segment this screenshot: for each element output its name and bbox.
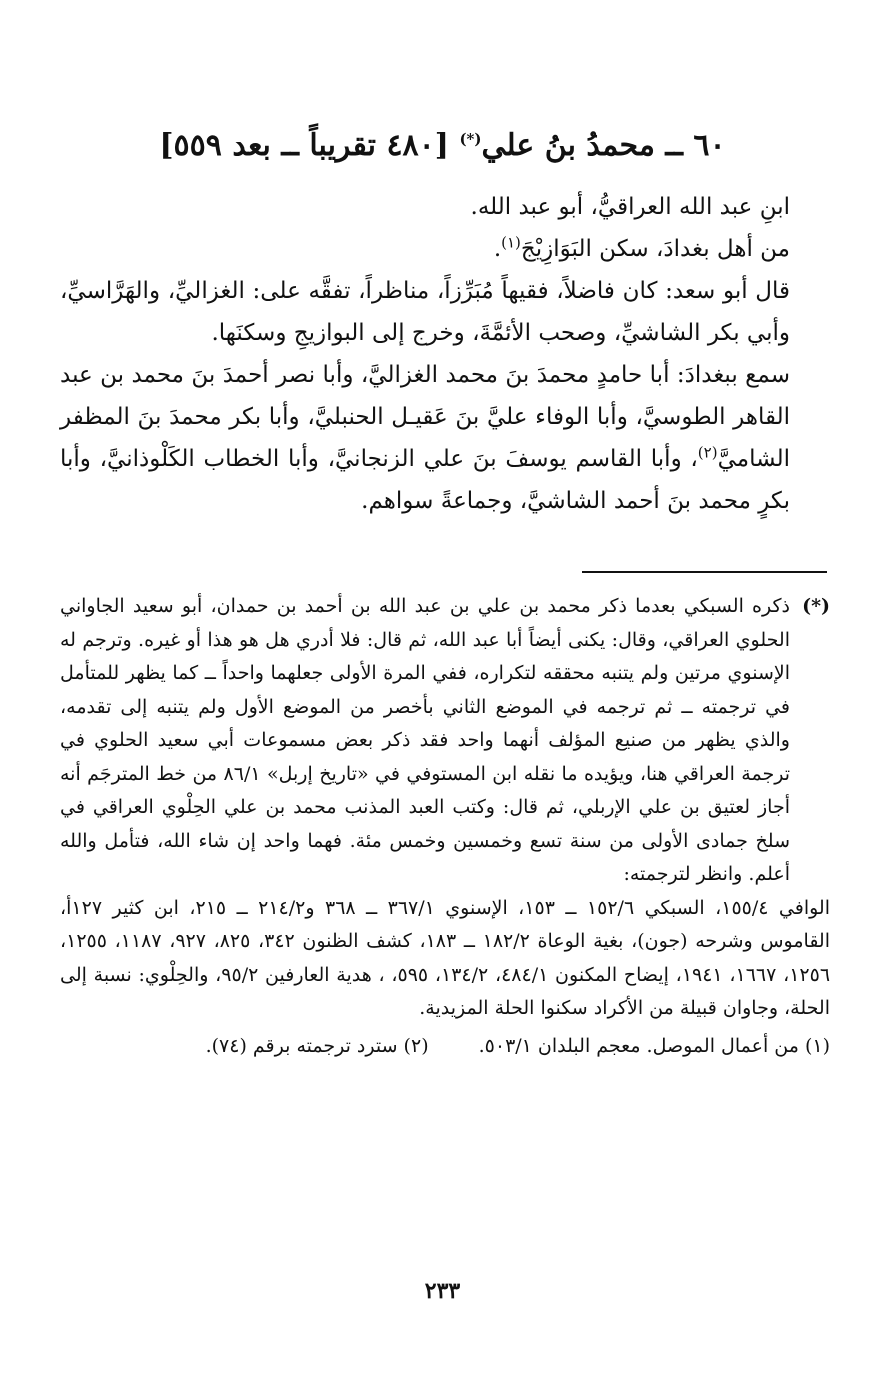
footnote-separator <box>582 571 827 573</box>
heading-footnote-mark: (*) <box>459 130 482 148</box>
footnote-star-mark: (*) <box>802 595 830 617</box>
residence-text: من أهل بغدادَ، سكن البَوَازِيْجَ <box>520 236 790 262</box>
residence-line <box>60 228 830 270</box>
footnote-ref-1: (١) <box>501 233 521 252</box>
footnote-star-body <box>60 590 790 892</box>
teachers-text-b: ، وأبا القاسم يوسفَ بنَ علي الزنجانيَّ، وأبا الخطاب الكَلْوذانيَّ، وأبا بكرٍ محمد بنَ أحمد الشاشيَّ، وجماعةً سواهم. <box>60 446 790 514</box>
teachers-text-a: سمع ببغدادَ: أبا حامدٍ محمدَ بنَ محمد الغزاليَّ، وأبا نصر أحمدَ بنَ محمد بن عبد القاهر الطوسيَّ، وأبا الوفاء عليَّ بنَ عَقيـل الحنبليَّ، وأبا بكر محمدَ بنَ المظفر الشاميَّ <box>60 362 790 472</box>
residence-end: . <box>493 236 502 262</box>
lineage-line: ابنِ عبد الله العراقيُّ، أبو عبد الله. <box>470 194 790 220</box>
footnote-1: (١) من أعمال الموصل. معجم البلدان ٥٠٣/١. <box>478 1034 830 1057</box>
entry-heading <box>60 126 825 166</box>
entry-dates: [٤٨٠ تقريباً ــ بعد ٥٥٩] <box>159 128 449 163</box>
page-number: ٢٣٣ <box>424 1278 461 1304</box>
footnote-star-text: ذكره السبكي بعدما ذكر محمد بن علي بن عبد الله بن أحمد بن حمدان، أبو سعيد الجاواني الحلوي العراقي، وقال: يكنى أيضاً أبا عبد الله، ثم قال: فلا أدري هل هو هذا أو غيره. وترجم له الإسنوي مرتين ولم يتنبه محققه لتكراره، ففي المرة الأولى جعلهما واحداً ــ كما يظهر للمتأمل في ترجمته ــ ثم ترجمه في الموضع الثاني بأخصر من الموضع الأول ولم يتنبه إلى تقدمه، والذي يظهر من صنيع المؤلف أنهما واحد فقد ذكر بعض مسموعات أبي سعيد الحلوي في ترجمة العراقي هنا، ويؤيده ما نقله ابن المستوفي في «تاريخ إربل» ٨٦/١ من خط المترجَم أنه أجاز لعتيق بن علي الإربلي، ثم قال: وكتب العبد المذنب محمد بن علي الحِلْوي العراقي في سلخ جمادى الأولى من سنة تسع وخمسين وخمس مئة. فهما واحد إن شاء الله، فتأمل والله أعلم. وانظر لترجمته: <box>60 595 790 885</box>
short-footnotes <box>60 1030 830 1064</box>
entry-name: محمدُ بنُ علي <box>481 128 655 163</box>
footnote-star <box>60 590 830 892</box>
entry-number: ٦٠ ــ <box>665 128 726 163</box>
teachers-paragraph <box>60 354 830 522</box>
footnote-2: (٢) سترد ترجمته برقم (٧٤). <box>205 1034 429 1057</box>
biography-paragraph: قال أبو سعد: كان فاضلاً، فقيهاً مُبَرِّزاً، مناظراً، تفقَّه على: الغزاليِّ، والهَرَّاسيِّ، وأبي بكر الشاشيِّ، وصحب الأئمَّةَ، وخرج إلى البوازيجِ وسكنَها. <box>60 278 790 346</box>
footnote-ref-2: (٢) <box>697 443 718 462</box>
footnote-references: الوافي ١٥٥/٤، السبكي ١٥٢/٦ ــ ١٥٣، الإسنوي ٣٦٧/١ ــ ٣٦٨ و٢١٤/٢ ــ ٢١٥، ابن كثير ١٢٧أ، القاموس وشرحه (جون)، بغية الوعاة ١٨٢/٢ ــ ١٨٣، كشف الظنون ٣٤٢، ٨٢٥، ٩٢٧، ١١٨٧، ١٢٥٥، ١٢٥٦، ١٦٦٧، ١٩٤١، إيضاح المكنون ٤٨٤/١، ١٣٤/٢، ٥٩٥، ، هدية العارفين ٩٥/٢، والحِلْوي: نسبة إلى الحلة، وجاوان قبيلة من الأكراد سكنوا الحلة المزيدية. <box>60 896 831 1019</box>
footnotes <box>60 590 830 1063</box>
entry-body <box>60 186 830 522</box>
